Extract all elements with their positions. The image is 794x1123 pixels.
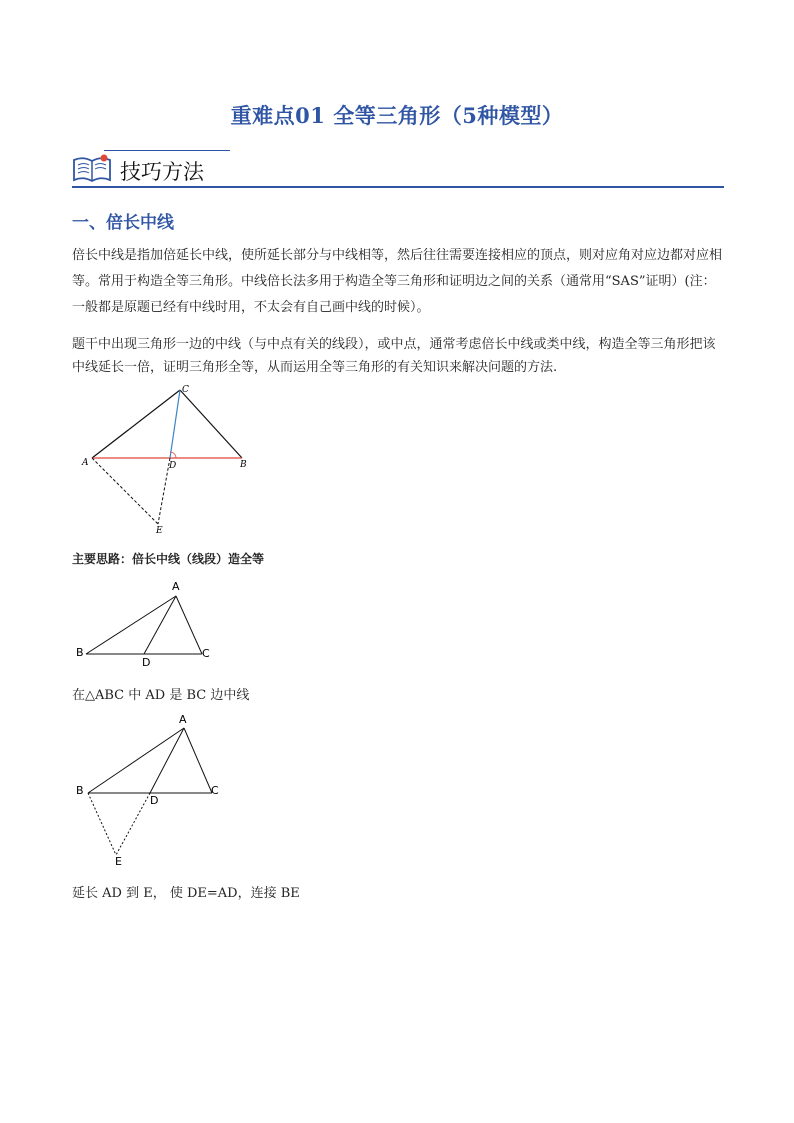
figure-triangle-median bbox=[72, 576, 232, 671]
heading-double-median: 一、倍长中线 bbox=[72, 213, 174, 233]
vertex-label-b: B bbox=[76, 646, 84, 659]
vertex-label-b: B bbox=[240, 460, 247, 470]
vertex-label-d: D bbox=[142, 656, 151, 669]
section-header bbox=[72, 146, 724, 188]
vertex-label-e: E bbox=[156, 526, 163, 536]
vertex-label-a: A bbox=[172, 580, 180, 593]
vertex-label-a: A bbox=[179, 713, 187, 726]
figure-triangle-extended-to-e bbox=[72, 710, 242, 870]
vertex-label-a: A bbox=[82, 458, 89, 468]
caption-main-idea: 主要思路：倍长中线（线段）造全等 bbox=[72, 552, 265, 566]
section-label: 技巧方法 bbox=[120, 160, 204, 184]
vertex-label-d: D bbox=[150, 794, 159, 807]
vertex-label-b: B bbox=[76, 784, 84, 797]
vertex-label-c: C bbox=[202, 647, 210, 660]
header-top-rule bbox=[104, 150, 230, 151]
caption-extend: 延长 AD 到 E， 使 DE=AD，连接 BE bbox=[72, 886, 300, 901]
vertex-label-e: E bbox=[115, 855, 122, 868]
vertex-label-d: D bbox=[169, 461, 177, 471]
page-title: 重难点01 全等三角形（5种模型） bbox=[230, 103, 564, 128]
vertex-label-c: C bbox=[182, 385, 189, 395]
figure-triangle-extended-median bbox=[72, 380, 272, 540]
vertex-label-c: C bbox=[211, 784, 219, 797]
book-icon bbox=[72, 152, 112, 184]
caption-ad-median: 在△ABC 中 AD 是 BC 边中线 bbox=[72, 688, 250, 703]
section-divider bbox=[72, 186, 724, 188]
paragraph-usage: 题干中出现三角形一边的中线（与中点有关的线段），或中点，通常考虑倍长中线或类中线，构造全等三角形把该中线延长一倍，证明三角形全等，从而运用全等三角形的有关知识来解决问题的方法. bbox=[72, 337, 716, 375]
paragraph-intro: 倍长中线是指加倍延长中线，使所延长部分与中线相等，然后往往需要连接相应的顶点，则对应角对应边都对应相等。常用于构造全等三角形。中线倍长法多用于构造全等三角形和证明边之间的关系（通常用“SAS”证明）(注：一般都是原题已经有中线时用，不太会有自己画中线的时候）。 bbox=[72, 248, 723, 315]
